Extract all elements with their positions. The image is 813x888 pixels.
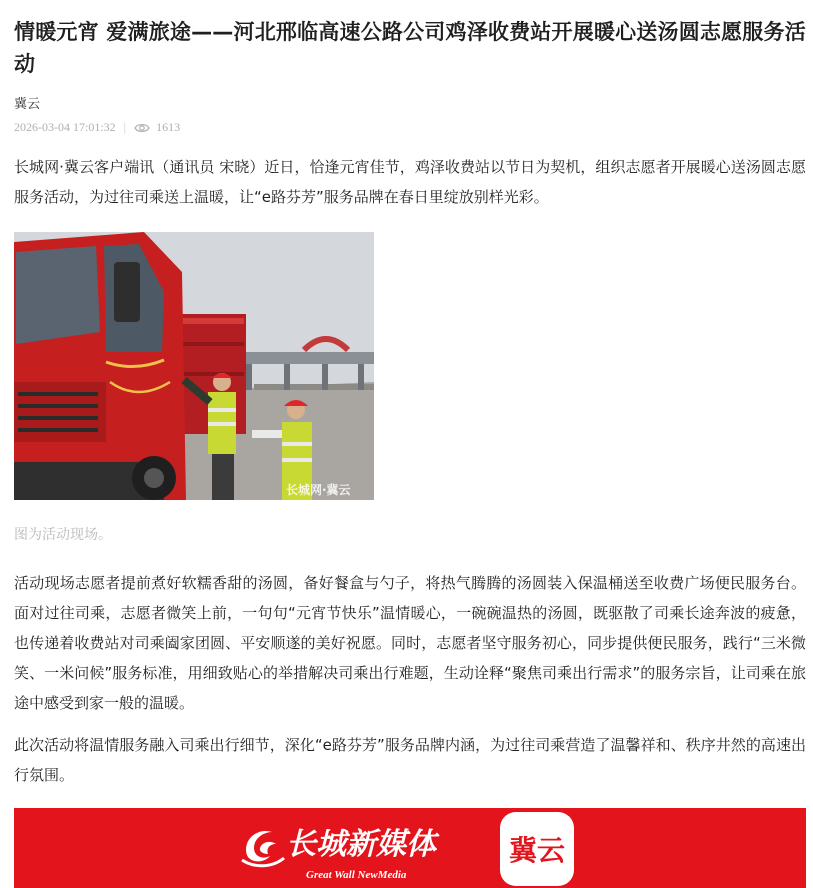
article-title: 情暖元宵 爱满旅途——河北邢临高速公路公司鸡泽收费站开展暖心送汤圆志愿服务活动	[14, 20, 806, 76]
image-caption: 图为活动现场。	[14, 527, 112, 543]
publish-datetime: 2026-03-04 17:01:32	[14, 120, 116, 134]
meta-separator: |	[123, 120, 127, 134]
article-page	[14, 0, 806, 888]
jiyun-badge-text: 冀云	[508, 834, 565, 867]
article-paragraph-1: 长城网·冀云客户端讯（通讯员 宋晓）近日，恰逢元宵佳节，鸡泽收费站以节日为契机，组织志愿者开展暖心送汤圆志愿服务活动，为过往司乘送上温暖，让“e路芬芳”服务品牌在春日里绽放别样光彩。	[14, 158, 806, 206]
view-count: 1613	[156, 120, 181, 134]
banner-logo	[240, 822, 488, 884]
banner-logo-subtext: Great Wall NewMedia	[306, 869, 407, 881]
article-photo[interactable]	[14, 232, 374, 500]
article-source[interactable]: 冀云	[14, 97, 41, 112]
great-wall-newmedia-banner[interactable]	[14, 808, 806, 888]
article-paragraph-3: 此次活动将温情服务融入司乘出行细节，深化“e路芬芳”服务品牌内涵，为过往司乘营造了温馨祥和、秩序井然的高速出行氛围。	[14, 736, 806, 784]
jiyun-badge[interactable]	[500, 812, 574, 886]
article-meta	[14, 118, 806, 136]
banner-logo-text: 长城新媒体	[286, 827, 436, 862]
great-wall-swirl-icon	[240, 824, 286, 870]
eye-icon	[134, 121, 150, 133]
article-paragraph-2: 活动现场志愿者提前煮好软糯香甜的汤圆，备好餐盒与勺子，将热气腾腾的汤圆装入保温桶送至收费广场便民服务台。面对过往司乘，志愿者微笑上前，一句句“元宵节快乐”温情暖心，一碗碗温热的汤圆，既驱散了司乘长途奔波的疲惫，也传递着收费站对司乘阖家团圆、平安顺遂的美好祝愿。同时，志愿者坚守服务初心，同步提供便民服务，践行“三米微笑、一米问候”服务标准，用细致贴心的举措解决司乘出行难题，生动诠释“聚焦司乘出行需求”的服务宗旨，让司乘在旅途中感受到家一般的温暖。	[14, 574, 806, 712]
photo-watermark: 长城网·冀云	[286, 483, 351, 497]
